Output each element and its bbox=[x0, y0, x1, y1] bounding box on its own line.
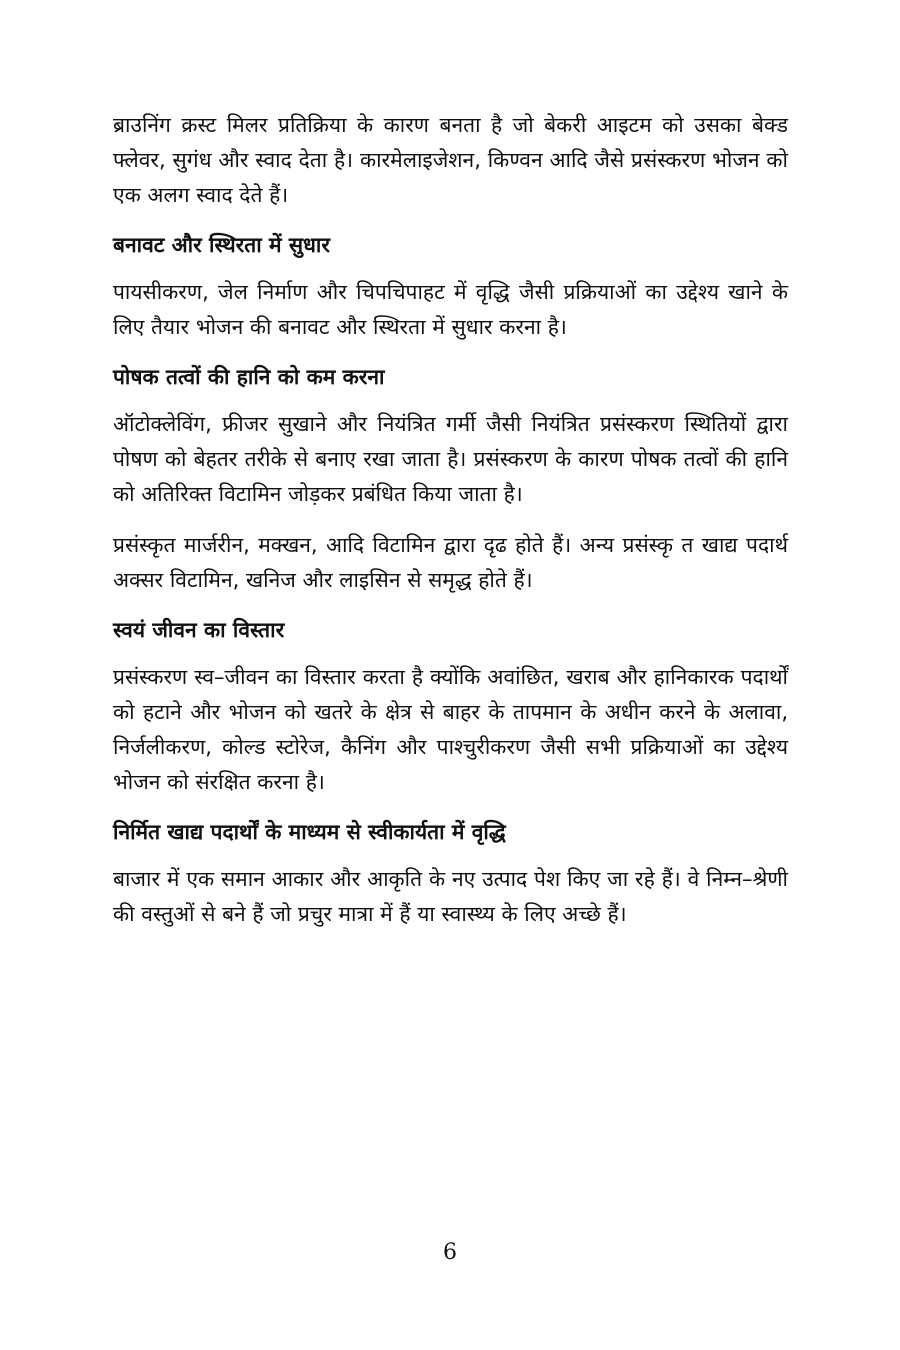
paragraph-fortification: प्रसंस्कृत मार्जरीन, मक्खन, आदि विटामिन द्वारा दृढ होते हैं। अन्य प्रसंस्कृ त खाद्य पदार्थ अक्सर विटामिन, खनिज और लाइसिन से समृद्ध होते हैं। bbox=[113, 533, 788, 592]
paragraph-shelf-life: प्रसंस्करण स्व–जीवन का विस्तार करता है क्योंकि अवांछित, खराब और हानिकारक पदार्थों को हटाने और भोजन को खतरे के क्षेत्र से बाहर के तापमान के अधीन करने के अलावा, निर्जलीकरण, कोल्ड स्टोरेज, कैनिंग और पाश्चुरीकरण जैसी सभी प्रक्रियाओं का उद्देश्य भोजन को संरक्षित करना है। bbox=[113, 665, 788, 794]
heading-shelf-life: स्वयं जीवन का विस्तार bbox=[113, 618, 285, 642]
paragraph-nutrient-loss: ऑटोक्लेविंग, फ्रीजर सुखाने और नियंत्रित गर्मी जैसी नियंत्रित प्रसंस्करण स्थितियों द्वारा पोषण को बेहतर तरीके से बनाए रखा जाता है। प्रसंस्करण के कारण पोषक तत्वों की हानि को अतिरिक्त विटामिन जोड़कर प्रबंधित किया जाता है। bbox=[113, 412, 788, 506]
heading-nutrient-loss: पोषक तत्वों की हानि को कम करना bbox=[113, 365, 385, 389]
page-number: 6 bbox=[443, 1240, 457, 1265]
heading-texture-stability: बनावट और स्थिरता में सुधार bbox=[113, 233, 330, 257]
heading-acceptability: निर्मित खाद्य पदार्थों के माध्यम से स्वीकार्यता में वृद्धि bbox=[113, 820, 506, 844]
paragraph-texture-stability: पायसीकरण, जेल निर्माण और चिपचिपाहट में वृद्धि जैसी प्रक्रियाओं का उद्देश्य खाने के लिए तैयार भोजन की बनावट और स्थिरता में सुधार करना है। bbox=[113, 280, 788, 339]
paragraph-acceptability: बाजार में एक समान आकार और आकृति के नए उत्पाद पेश किए जा रहे हैं। वे निम्न–श्रेणी की वस्तुओं से बने हैं जो प्रचुर मात्रा में हैं या स्वास्थ्य के लिए अच्छे हैं। bbox=[113, 867, 788, 926]
page-body bbox=[113, 108, 788, 948]
paragraph-browning: ब्राउनिंग क्रस्ट मिलर प्रतिक्रिया के कारण बनता है जो बेकरी आइटम को उसका बेक्ड फ्लेवर, सुगंध और स्वाद देता है। कारमेलाइजेशन, किण्वन आदि जैसे प्रसंस्करण भोजन को एक अलग स्वाद देते हैं। bbox=[113, 113, 788, 207]
